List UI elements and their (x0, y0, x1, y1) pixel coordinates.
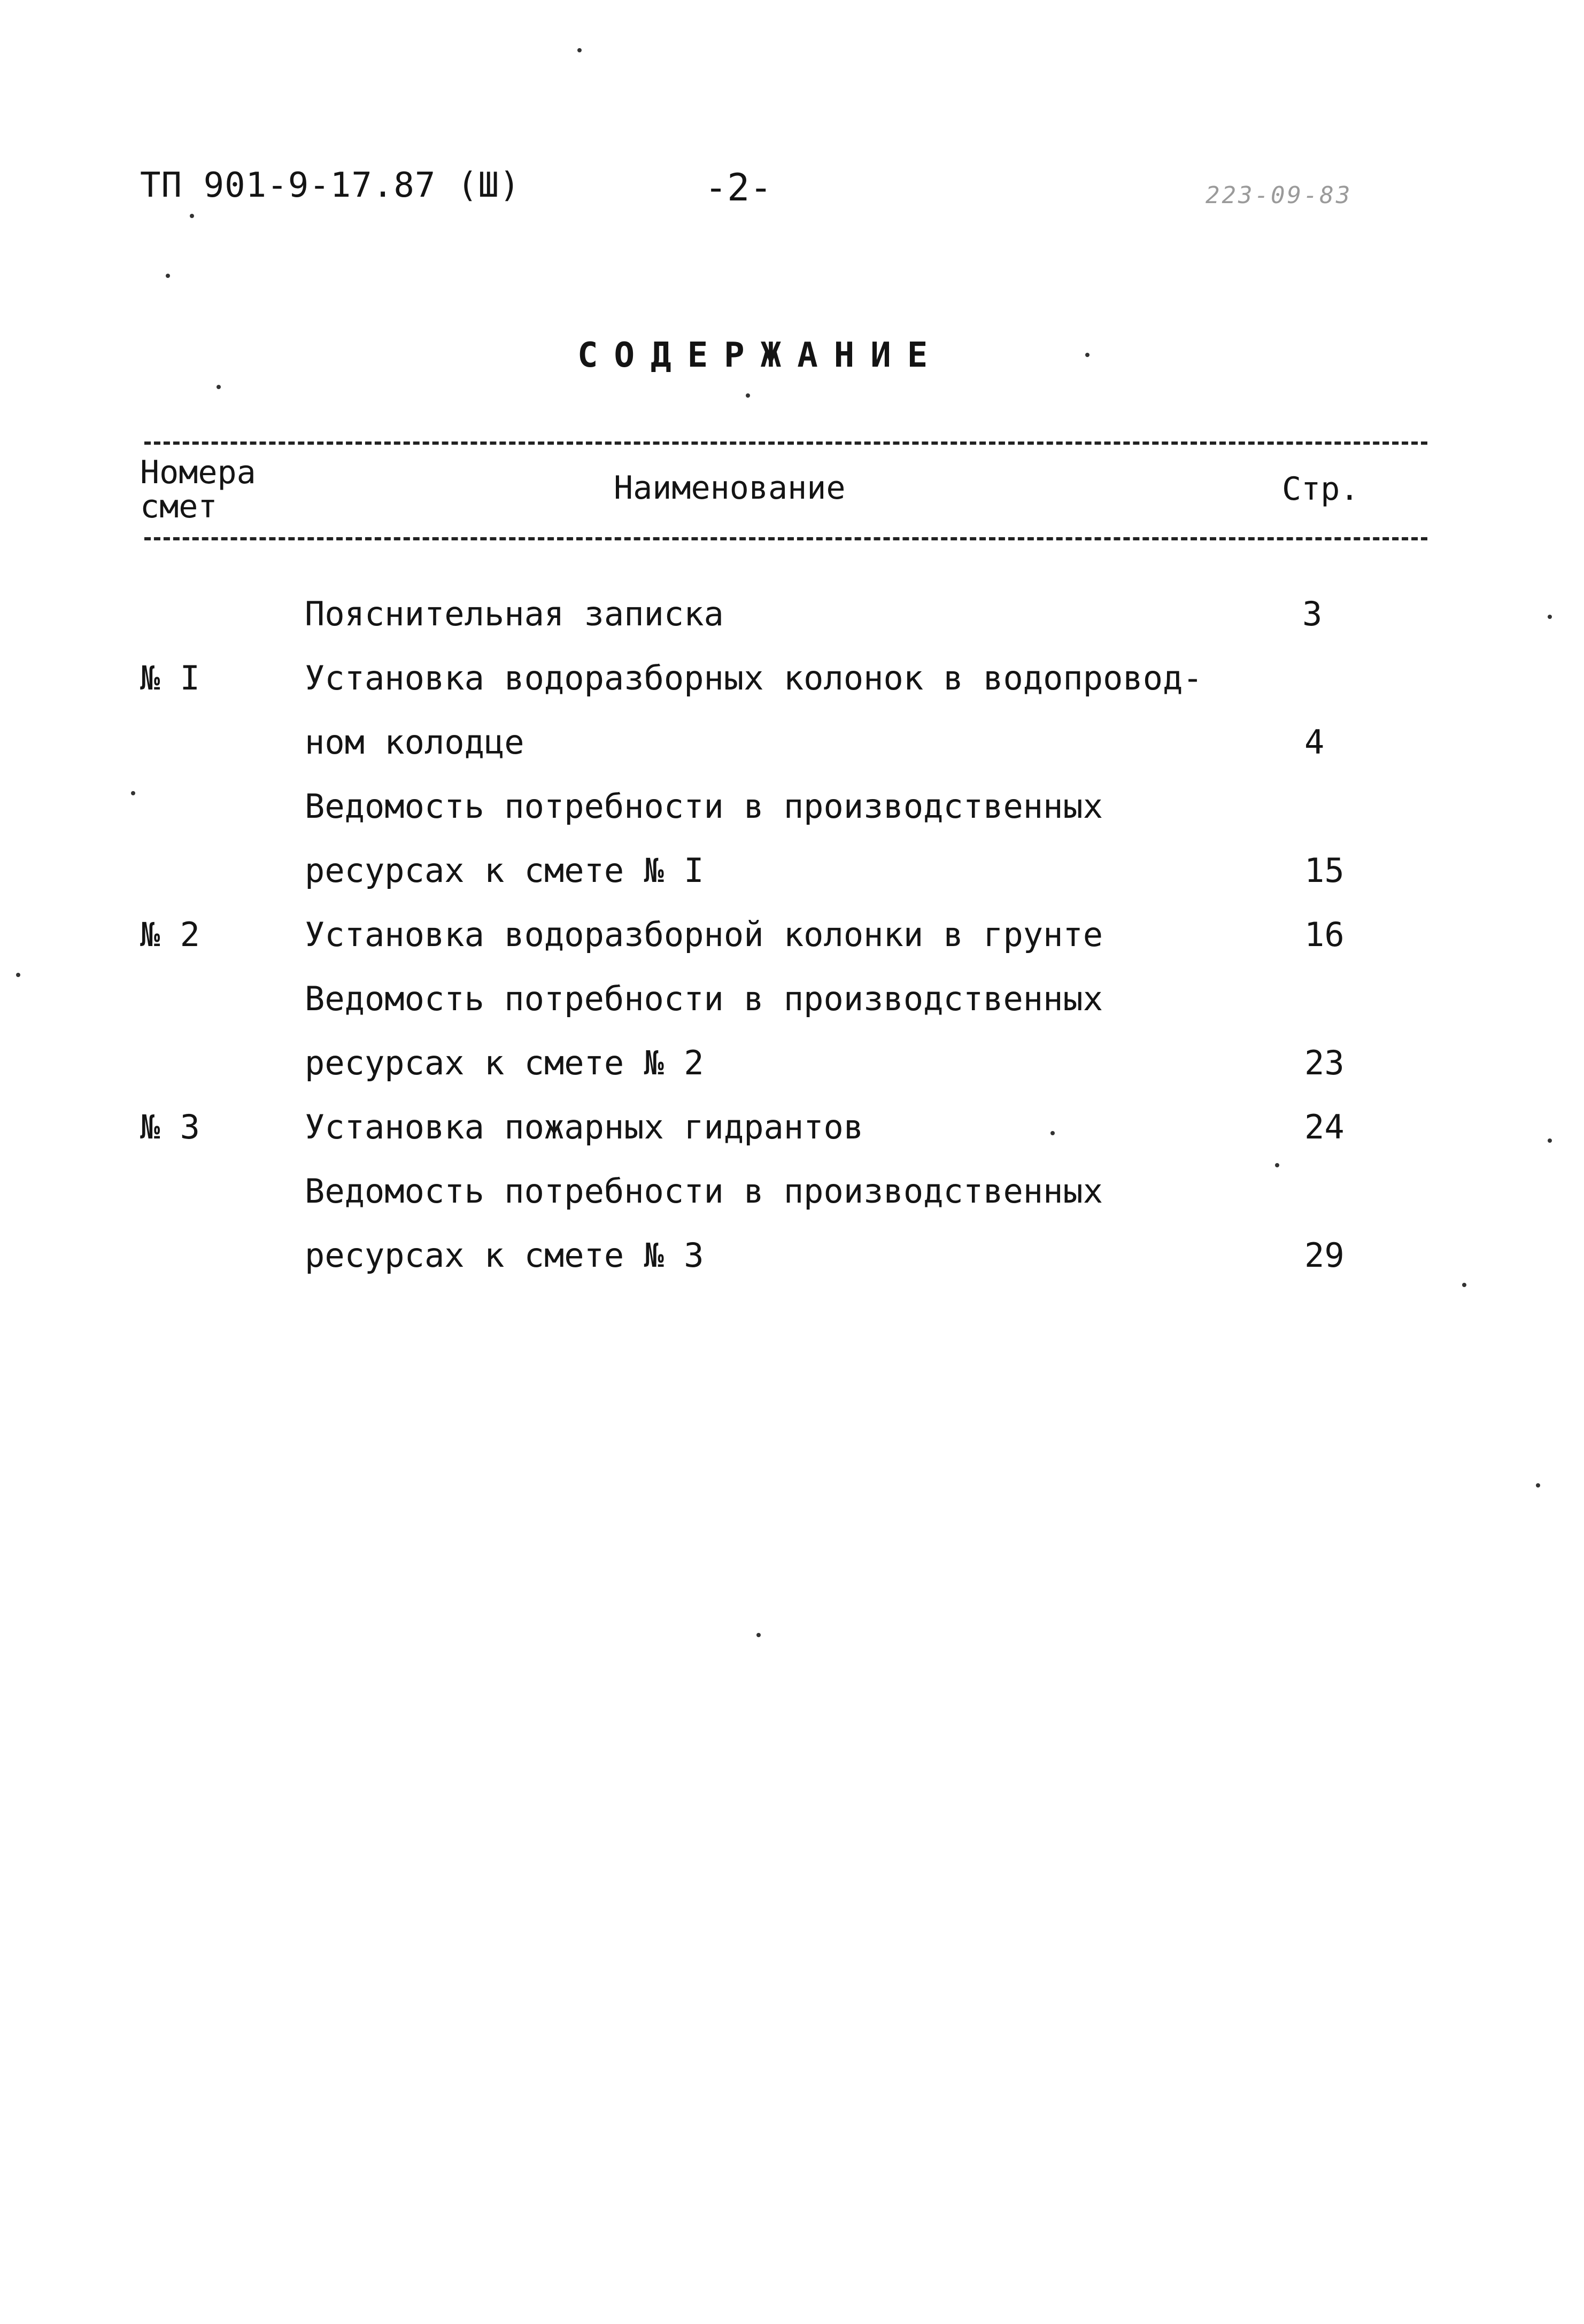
page-title: СОДЕРЖАНИЕ (577, 336, 944, 375)
row-title: Установка водоразборной колонки в грунте (305, 915, 1103, 954)
row-title: Ведомость потребности в производственных (305, 1172, 1103, 1211)
row-title: Ведомость потребности в производственных (305, 787, 1103, 826)
scan-speck (1085, 353, 1090, 357)
table-header-bottom-rule (144, 537, 1427, 540)
scan-speck (217, 385, 221, 389)
faded-stamp-number: 223-09-83 (1206, 182, 1353, 209)
scan-speck (190, 214, 194, 218)
scan-speck (756, 1633, 761, 1637)
scan-speck (1275, 1163, 1279, 1167)
row-page: 15 (1304, 851, 1345, 890)
row-title: Пояснительная записка (305, 594, 724, 633)
column-header-numbers: Номера смет (140, 454, 256, 525)
row-page: 4 (1304, 723, 1325, 762)
row-title: Установка пожарных гидрантов (305, 1107, 864, 1146)
scan-speck (1536, 1483, 1540, 1488)
row-page: 29 (1304, 1236, 1345, 1275)
row-page: 16 (1304, 915, 1345, 954)
row-title: ресурсах к смете № 2 (305, 1043, 704, 1082)
table-top-rule (144, 441, 1427, 445)
column-header-page: Стр. (1282, 470, 1359, 508)
scan-speck (1050, 1131, 1055, 1135)
row-page: 24 (1304, 1107, 1345, 1146)
scan-speck (577, 48, 582, 52)
row-title: Ведомость потребности в производственных (305, 979, 1103, 1018)
row-estimate-number: № I (140, 659, 200, 698)
row-title: ресурсах к смете № I (305, 851, 704, 890)
column-header-name: Наименование (614, 469, 846, 507)
scan-speck (16, 973, 20, 977)
row-title: Установка водоразборных колонок в водопровод- (305, 659, 1203, 698)
document-code: ТП 901-9-17.87 (Ш) (140, 166, 521, 205)
row-estimate-number: № 2 (140, 915, 200, 954)
row-title: ресурсах к смете № 3 (305, 1236, 704, 1275)
scan-speck (746, 393, 750, 398)
scan-speck (131, 791, 135, 795)
row-title: ном колодце (305, 723, 524, 762)
row-page: 3 (1302, 594, 1323, 633)
scan-speck (1548, 1138, 1552, 1143)
row-estimate-number: № 3 (140, 1107, 200, 1146)
scan-speck (166, 274, 170, 278)
scan-speck (1548, 615, 1552, 619)
page-number: -2- (705, 166, 772, 210)
scan-speck (1462, 1283, 1466, 1287)
row-page: 23 (1304, 1043, 1345, 1082)
